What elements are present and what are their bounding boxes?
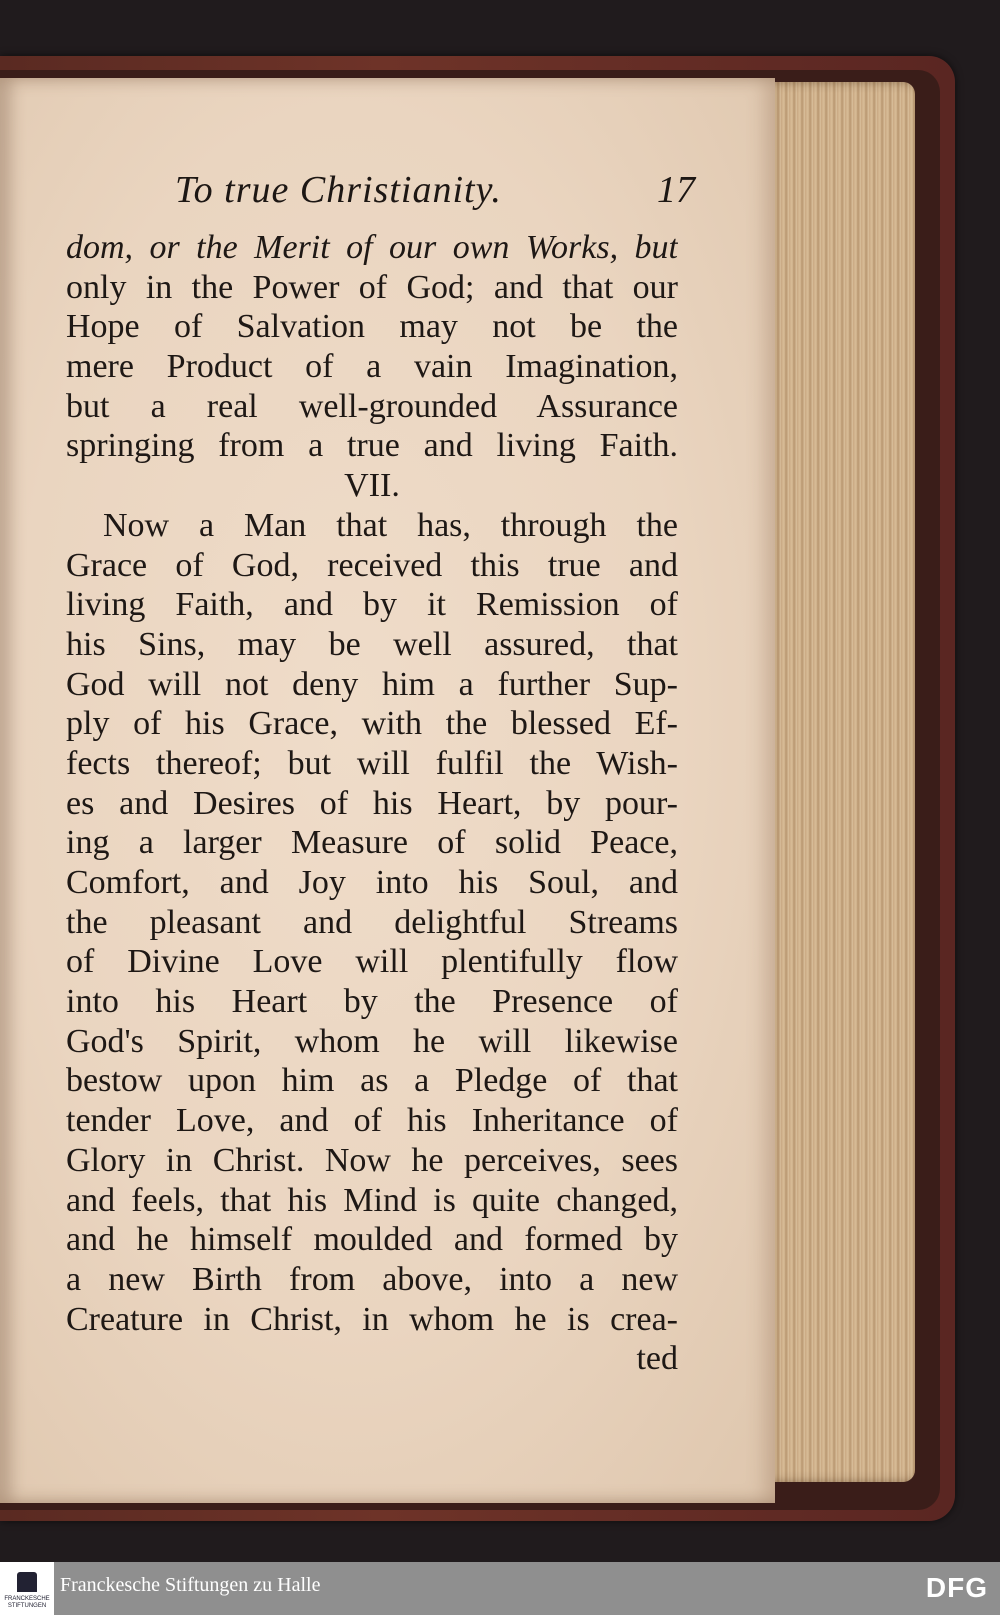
- dfg-logo[interactable]: DFG: [925, 1572, 988, 1603]
- text-line: God will not deny him a further Sup-: [66, 665, 678, 703]
- text-line: and feels, that his Mind is quite changed,: [66, 1181, 678, 1219]
- page-edges: [765, 82, 915, 1482]
- text-line: God's Spirit, whom he will likewise: [66, 1022, 678, 1060]
- catchword: ted: [636, 1340, 678, 1378]
- text-line: Comfort, and Joy into his Soul, and: [66, 864, 678, 901]
- text-line: tender Love, and of his Inheritance of: [66, 1102, 678, 1140]
- text-line: Grace of God, received this true and: [66, 546, 678, 584]
- institution-name[interactable]: Franckesche Stiftungen zu Halle: [60, 1574, 321, 1596]
- building-icon: [17, 1572, 37, 1592]
- text-line: mere Product of a vain Imagination,: [66, 348, 678, 386]
- institution-logo[interactable]: [0, 1562, 54, 1615]
- body-text: [66, 228, 678, 1379]
- text-line: fects thereof; but will fulfil the Wish-: [66, 744, 678, 782]
- text-line: es and Desires of his Heart, by pour-: [66, 784, 678, 822]
- text-line: Now a Man that has, through the: [103, 506, 678, 544]
- text-line: living Faith, and by it Remission of: [66, 586, 678, 624]
- logo-text: FRANCKESCHE STIFTUNGEN: [4, 1596, 50, 1609]
- text-line: ply of his Grace, with the blessed Ef-: [66, 705, 678, 743]
- section-number: VII.: [344, 467, 400, 505]
- text-line: only in the Power of God; and that our: [66, 268, 678, 306]
- text-line: Glory in Christ. Now he perceives, sees: [66, 1141, 678, 1179]
- text-line: his Sins, may be well assured, that: [66, 625, 678, 663]
- text-line: bestow upon him as a Pledge of that: [66, 1062, 678, 1100]
- text-line: and he himself moulded and formed by: [66, 1221, 678, 1259]
- running-title: To true Christianity.: [175, 169, 502, 211]
- text-line: ing a larger Measure of solid Peace,: [66, 824, 678, 862]
- text-line: into his Heart by the Presence of: [66, 983, 678, 1021]
- text-line: a new Birth from above, into a new: [66, 1260, 678, 1298]
- text-line: dom, or the Merit of our own Works, but: [66, 229, 678, 266]
- text-line: of Divine Love will plentifully flow: [66, 943, 678, 981]
- page-header: [175, 168, 695, 228]
- text-line: but a real well-grounded Assurance: [66, 387, 678, 425]
- text-line: Creature in Christ, in whom he is crea-: [66, 1300, 678, 1338]
- page-number: 17: [657, 169, 695, 211]
- text-line: Hope of Salvation may not be the: [66, 308, 678, 346]
- footer-bar: [0, 1562, 1000, 1615]
- text-line: the pleasant and delightful Streams: [66, 903, 678, 941]
- text-line: springing from a true and living Faith.: [66, 427, 678, 465]
